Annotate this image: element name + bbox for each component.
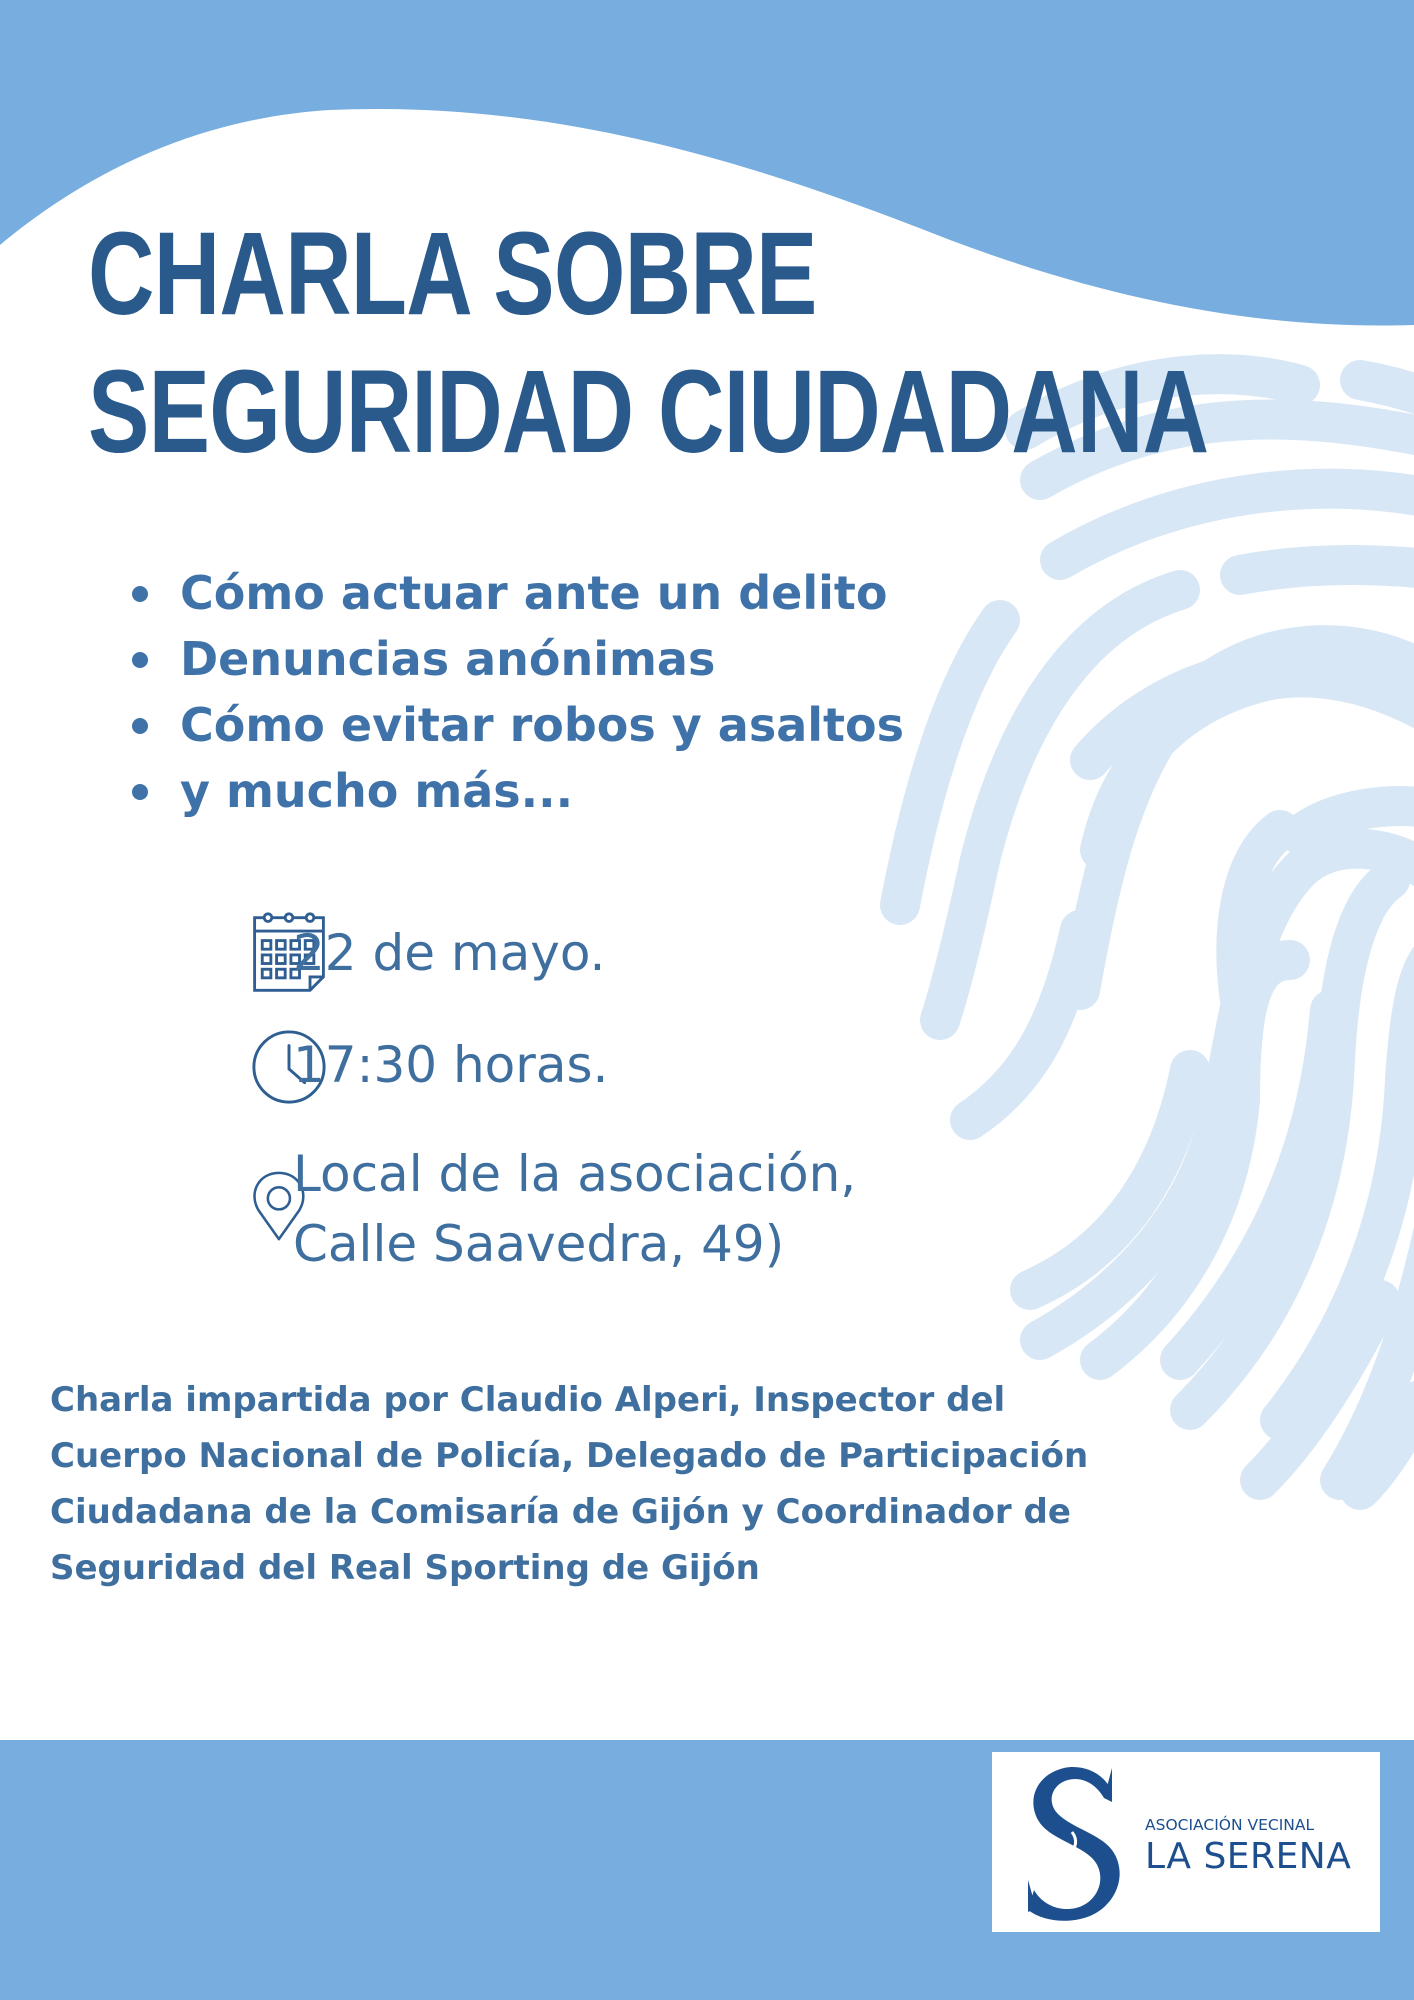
bullet-icon bbox=[132, 652, 148, 668]
topic-text: y mucho más... bbox=[180, 764, 574, 818]
event-location-line-2: Calle Saavedra, 49) bbox=[293, 1215, 785, 1273]
logo-s-icon bbox=[1020, 1762, 1130, 1922]
list-item bbox=[130, 692, 904, 758]
list-item bbox=[130, 758, 904, 824]
event-location-line-1: Local de la asociación, bbox=[293, 1145, 857, 1203]
title-line-2: SEGURIDAD CIUDADANA bbox=[88, 346, 1209, 478]
logo-title: LA SERENA bbox=[1145, 1836, 1352, 1877]
association-logo bbox=[992, 1752, 1380, 1932]
list-item bbox=[130, 560, 904, 626]
topics-list bbox=[130, 560, 904, 824]
event-date: 22 de mayo. bbox=[293, 924, 606, 982]
bullet-icon bbox=[132, 586, 148, 602]
page-title bbox=[88, 205, 1208, 481]
list-item bbox=[130, 626, 904, 692]
title-line-1: CHARLA SOBRE bbox=[88, 208, 817, 340]
topic-text: Cómo actuar ante un delito bbox=[180, 566, 888, 620]
event-date-row bbox=[250, 910, 606, 996]
logo-subtitle: ASOCIACIÓN VECINAL bbox=[1145, 1816, 1315, 1834]
fingerprint-graphic bbox=[900, 374, 1414, 1490]
event-time-row bbox=[250, 1027, 609, 1107]
event-time: 17:30 horas. bbox=[293, 1036, 609, 1094]
bullet-icon bbox=[132, 718, 148, 734]
bullet-icon bbox=[132, 784, 148, 800]
topic-text: Cómo evitar robos y asaltos bbox=[180, 698, 905, 752]
event-location-row bbox=[250, 1145, 857, 1273]
topic-text: Denuncias anónimas bbox=[180, 632, 716, 686]
speaker-description: Charla impartida por Claudio Alperi, Inspector del Cuerpo Nacional de Policía, Delegado de Participación Ciudadana de la Comisaría de Gijón y Coordinador de Seguridad del Real Sporting de Gijón bbox=[50, 1380, 1089, 1588]
